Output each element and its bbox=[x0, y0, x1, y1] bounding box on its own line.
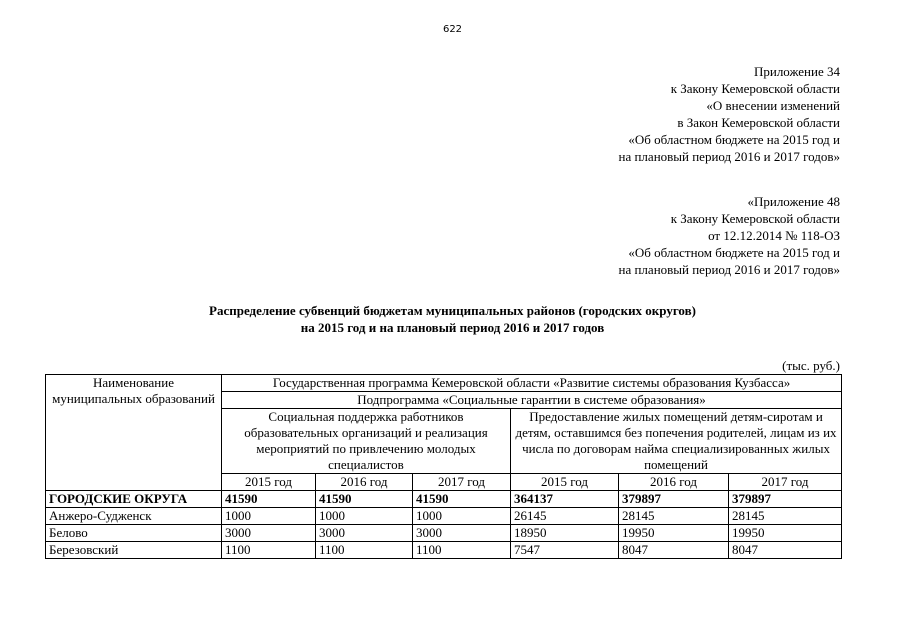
appendix-a-line: на плановый период 2016 и 2017 годов» bbox=[618, 149, 840, 164]
appendix-b-line: «Об областном бюджете на 2015 год и bbox=[628, 245, 840, 260]
row-value: 19950 bbox=[619, 525, 729, 542]
row-value: 379897 bbox=[729, 491, 842, 508]
table-row bbox=[46, 508, 842, 525]
row-value: 18950 bbox=[511, 525, 619, 542]
appendix-a-line: «Об областном бюджете на 2015 год и bbox=[628, 132, 840, 147]
row-value: 28145 bbox=[619, 508, 729, 525]
table-row-total bbox=[46, 491, 842, 508]
municipality-name-header: Наименование муниципальных образований bbox=[46, 375, 222, 491]
row-value: 8047 bbox=[729, 542, 842, 559]
year-header: 2017 год bbox=[413, 474, 511, 491]
row-name: Анжеро-Судженск bbox=[46, 508, 222, 525]
row-value: 41590 bbox=[222, 491, 316, 508]
row-value: 364137 bbox=[511, 491, 619, 508]
row-value: 28145 bbox=[729, 508, 842, 525]
row-value: 3000 bbox=[413, 525, 511, 542]
row-value: 7547 bbox=[511, 542, 619, 559]
appendix-48-header bbox=[619, 193, 841, 278]
row-value: 1100 bbox=[316, 542, 413, 559]
year-header: 2015 год bbox=[511, 474, 619, 491]
table-row bbox=[46, 525, 842, 542]
title-line: Распределение субвенций бюджетам муниципальных районов (городских округов) bbox=[209, 303, 696, 318]
subprogram-header: Подпрограмма «Социальные гарантии в системе образования» bbox=[222, 392, 842, 409]
row-value: 1000 bbox=[413, 508, 511, 525]
group-housing-header: Предоставление жилых помещений детям-сиротам и детям, оставшимся без попечения родителей, лицам из их числа по договорам найма специализированных жилых помещений bbox=[511, 409, 842, 474]
row-value: 1100 bbox=[222, 542, 316, 559]
appendix-b-line: «Приложение 48 bbox=[747, 194, 840, 209]
year-header: 2017 год bbox=[729, 474, 842, 491]
row-value: 1100 bbox=[413, 542, 511, 559]
row-value: 8047 bbox=[619, 542, 729, 559]
year-header: 2015 год bbox=[222, 474, 316, 491]
appendix-a-line: к Закону Кемеровской области bbox=[670, 81, 840, 96]
group-social-support-header: Социальная поддержка работников образовательных организаций и реализация мероприятий по привлечению молодых специалистов bbox=[222, 409, 511, 474]
appendix-b-line: от 12.12.2014 № 118-ОЗ bbox=[708, 228, 840, 243]
row-name: Березовский bbox=[46, 542, 222, 559]
row-value: 26145 bbox=[511, 508, 619, 525]
year-header: 2016 год bbox=[316, 474, 413, 491]
row-value: 3000 bbox=[222, 525, 316, 542]
appendix-a-line: Приложение 34 bbox=[753, 64, 840, 79]
row-value: 1000 bbox=[222, 508, 316, 525]
page-number: 622 bbox=[442, 24, 463, 35]
title-line: на 2015 год и на плановый период 2016 и 2017 годов bbox=[300, 320, 605, 335]
document-title bbox=[0, 302, 905, 336]
appendix-b-line: на плановый период 2016 и 2017 годов» bbox=[618, 262, 840, 277]
row-name: Белово bbox=[46, 525, 222, 542]
row-value: 3000 bbox=[316, 525, 413, 542]
row-name: ГОРОДСКИЕ ОКРУГА bbox=[46, 491, 222, 508]
appendix-b-line: к Закону Кемеровской области bbox=[670, 211, 840, 226]
row-value: 379897 bbox=[619, 491, 729, 508]
program-header: Государственная программа Кемеровской области «Развитие системы образования Кузбасса» bbox=[222, 375, 842, 392]
row-value: 41590 bbox=[413, 491, 511, 508]
year-header: 2016 год bbox=[619, 474, 729, 491]
row-value: 41590 bbox=[316, 491, 413, 508]
units-label: (тыс. руб.) bbox=[782, 358, 840, 373]
appendix-a-line: в Закон Кемеровской области bbox=[677, 115, 840, 130]
subventions-table bbox=[45, 374, 842, 559]
header-row-program bbox=[46, 375, 842, 392]
table-row bbox=[46, 542, 842, 559]
row-value: 19950 bbox=[729, 525, 842, 542]
row-value: 1000 bbox=[316, 508, 413, 525]
appendix-34-header bbox=[619, 63, 841, 165]
appendix-a-line: «О внесении изменений bbox=[706, 98, 840, 113]
